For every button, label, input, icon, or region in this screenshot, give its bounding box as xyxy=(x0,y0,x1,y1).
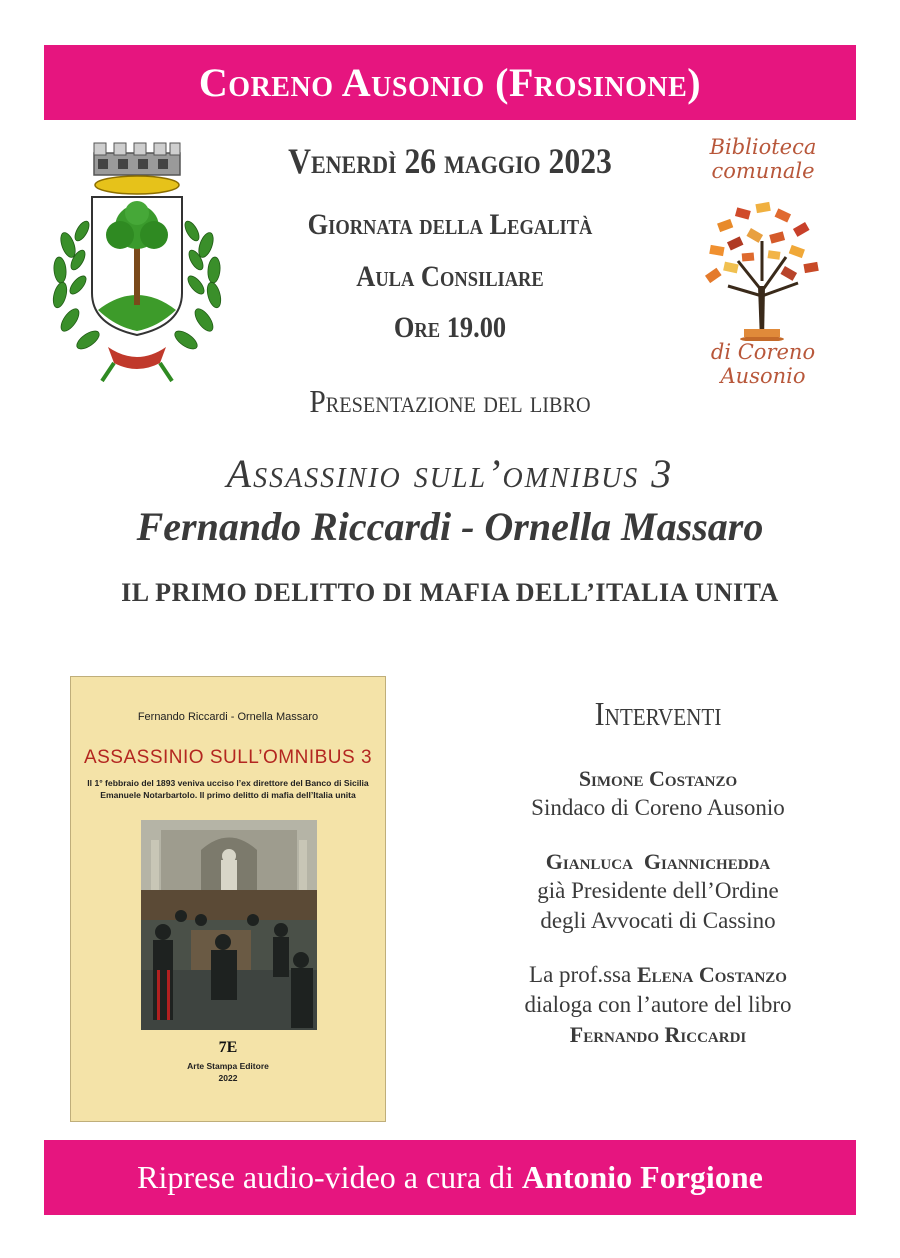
moderator-author: Fernando Riccardi xyxy=(569,1022,747,1047)
speaker-role: Sindaco di Coreno Ausonio xyxy=(531,795,785,820)
speaker-role: degli Avvocati di Cassino xyxy=(540,908,776,933)
moderator-role: dialoga con l’autore del libro xyxy=(524,992,792,1017)
book-title: Assassinio sull’omnibus 3 xyxy=(226,451,674,496)
book-cover xyxy=(70,676,386,1122)
library-logo-bottom-text: di Coreno Ausonio xyxy=(710,340,816,388)
cover-title: ASSASSINIO SULL’OMNIBUS 3 xyxy=(83,747,373,768)
event-date: Venerdì 26 maggio 2023 xyxy=(288,141,612,181)
book-authors: Fernando Riccardi - Ornella Massaro xyxy=(136,504,764,549)
book-subtitle: IL PRIMO DELITTO DI MAFIA DELL’ITALIA UNITA xyxy=(121,578,779,607)
footer-prefix: Riprese audio-video a cura di xyxy=(137,1159,514,1195)
speakers-section xyxy=(462,696,854,1073)
cover-year: 2022 xyxy=(218,1073,238,1083)
cover-blurb: Il 1° febbraio del 1893 veniva ucciso l’ex direttore del Banco di Sicilia Emanuele Notarbartolo. Il primo delitto di mafia dell’Italia unita xyxy=(87,778,369,800)
footer-name: Antonio Forgione xyxy=(521,1159,763,1195)
speaker-role: già Presidente dell’Ordine xyxy=(537,878,779,903)
library-logo xyxy=(688,135,838,395)
speaker-name: Gianluca Giannichedda xyxy=(545,849,771,874)
cover-authors: Fernando Riccardi - Ornella Massaro xyxy=(137,711,319,723)
coat-of-arms-icon xyxy=(38,135,238,385)
moderator-name: Elena Costanzo xyxy=(636,962,787,987)
book-tree-icon xyxy=(698,191,828,341)
cover-publisher: Arte Stampa Editore xyxy=(187,1061,269,1071)
speaker-item xyxy=(462,764,854,823)
library-logo-top-text: Biblioteca comunale xyxy=(709,135,817,183)
footer-banner xyxy=(44,1140,856,1215)
speaker-item xyxy=(462,847,854,936)
header-title: Coreno Ausonio (Frosinone) xyxy=(198,60,702,105)
moderator-item xyxy=(462,960,854,1049)
event-venue: Aula Consiliare xyxy=(356,260,544,293)
speaker-name: Simone Costanzo xyxy=(578,766,738,791)
header-banner xyxy=(44,45,856,120)
publisher-logo: 7E xyxy=(218,1039,238,1056)
presentation-label: Presentazione del libro xyxy=(309,383,591,419)
footer-text xyxy=(137,1159,763,1196)
moderator-line xyxy=(462,960,854,990)
cover-courtroom-illustration xyxy=(141,820,317,1030)
event-name: Giornata della Legalità xyxy=(307,208,593,241)
event-time: Ore 19.00 xyxy=(393,311,507,344)
speakers-heading: Interventi xyxy=(594,696,722,733)
moderator-prefix: La prof.ssa xyxy=(529,962,632,987)
